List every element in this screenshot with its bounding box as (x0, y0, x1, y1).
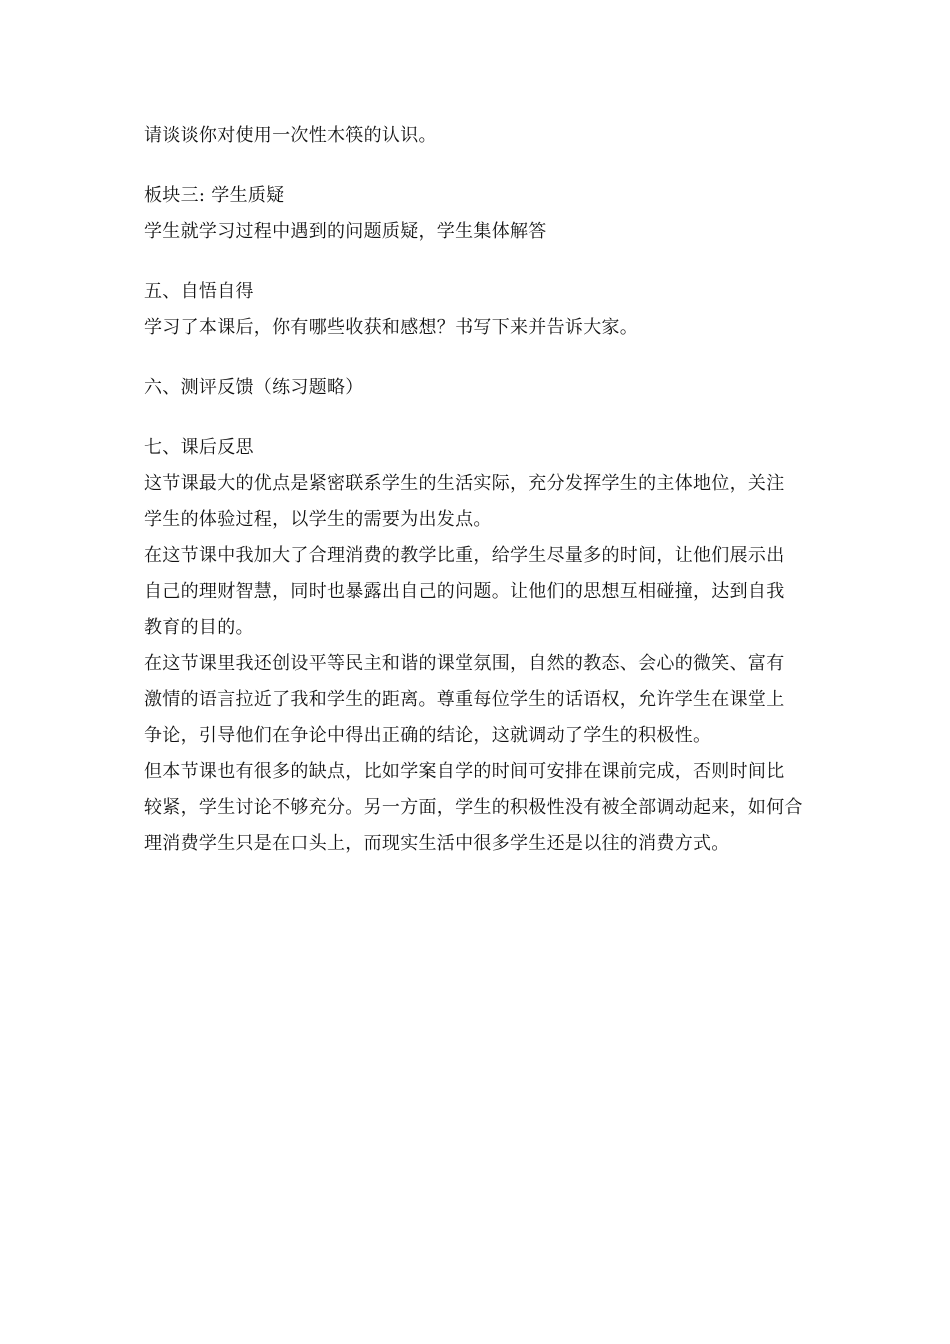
section5-body: 学习了本课后，你有哪些收获和感想？书写下来并告诉大家。 (144, 317, 639, 338)
reflection-line: 在这节课里我还创设平等民主和谐的课堂氛围，自然的教态、会心的微笑、富有 (144, 653, 785, 674)
spacer (144, 154, 812, 178)
section6-heading: 六、测评反馈（练习题略） (144, 377, 364, 398)
intro-question: 请谈谈你对使用一次性木筷的认识。 (144, 125, 437, 146)
spacer (144, 346, 812, 370)
reflection-line: 学生的体验过程，以学生的需要为出发点。 (144, 509, 492, 530)
reflection-line: 理消费学生只是在口头上，而现实生活中很多学生还是以往的消费方式。 (144, 833, 730, 854)
spacer (144, 406, 812, 430)
spacer (144, 250, 812, 274)
section7-heading: 七、课后反思 (144, 437, 254, 458)
reflection-line: 但本节课也有很多的缺点，比如学案自学的时间可安排在课前完成，否则时间比 (144, 761, 785, 782)
block3-body: 学生就学习过程中遇到的问题质疑，学生集体解答 (144, 221, 547, 242)
section5-heading: 五、自悟自得 (144, 281, 254, 302)
document-body (144, 118, 812, 862)
reflection-line: 在这节课中我加大了合理消费的教学比重，给学生尽量多的时间，让他们展示出 (144, 545, 785, 566)
reflection-line: 自己的理财智慧，同时也暴露出自己的问题。让他们的思想互相碰撞，达到自我 (144, 581, 785, 602)
reflection-line: 这节课最大的优点是紧密联系学生的生活实际，充分发挥学生的主体地位，关注 (144, 473, 785, 494)
reflection-line: 激情的语言拉近了我和学生的距离。尊重每位学生的话语权，允许学生在课堂上 (144, 689, 785, 710)
reflection-line: 教育的目的。 (144, 617, 254, 638)
block3-heading: 板块三: 学生质疑 (144, 185, 285, 206)
reflection-line: 较紧，学生讨论不够充分。另一方面，学生的积极性没有被全部调动起来，如何合 (144, 797, 803, 818)
reflection-line: 争论，引导他们在争论中得出正确的结论，这就调动了学生的积极性。 (144, 725, 712, 746)
